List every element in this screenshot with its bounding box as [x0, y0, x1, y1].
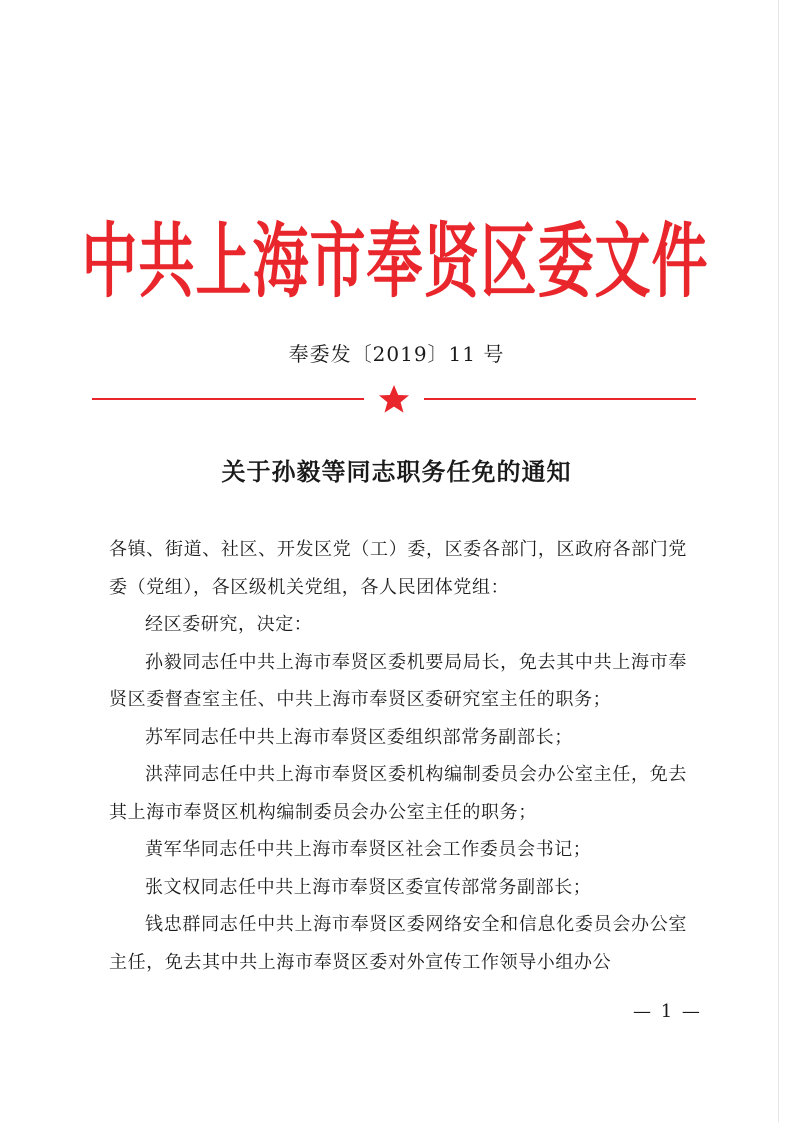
document-number: 奉委发〔2019〕11 号 — [288, 342, 505, 366]
star-icon — [376, 384, 412, 414]
body-paragraph: 黄军华同志任中共上海市奉贤区社会工作委员会书记； — [145, 839, 592, 860]
page-number: — 1 — — [633, 1001, 702, 1022]
body-paragraph: 钱忠群同志任中共上海市奉贤区委网络安全和信息化委员会办公室主任，免去其中共上海市奉贤区委对外宣传工作领导小组办公 — [109, 914, 687, 973]
document-masthead: 中共上海市奉贤区委文件 — [81, 214, 709, 310]
body-paragraph: 张文权同志任中共上海市奉贤区委宣传部常务副部长； — [145, 876, 592, 898]
body-paragraph: 孙毅同志任中共上海市奉贤区委机要局局长，免去其中共上海市奉贤区委督查室主任、中共上海市奉贤区委研究室主任的职务； — [109, 651, 687, 710]
scan-edge-line — [778, 0, 779, 1122]
red-divider — [92, 384, 696, 414]
body-paragraph: 苏军同志任中共上海市奉贤区委组织部常务副部长； — [145, 726, 573, 748]
divider-rule-left — [92, 398, 364, 400]
divider-rule-right — [424, 398, 696, 400]
notice-body — [109, 531, 687, 981]
body-paragraph: 经区委研究，决定： — [145, 614, 313, 635]
notice-title: 关于孙毅等同志职务任免的通知 — [221, 457, 572, 486]
body-paragraph: 洪萍同志任中共上海市奉贤区委机构编制委员会办公室主任，免去其上海市奉贤区机构编制委员会办公室主任的职务； — [109, 764, 687, 823]
addressee: 各镇、街道、社区、开发区党（工）委，区委各部门，区政府各部门党委（党组），各区级机关党组，各人民团体党组： — [109, 539, 687, 598]
